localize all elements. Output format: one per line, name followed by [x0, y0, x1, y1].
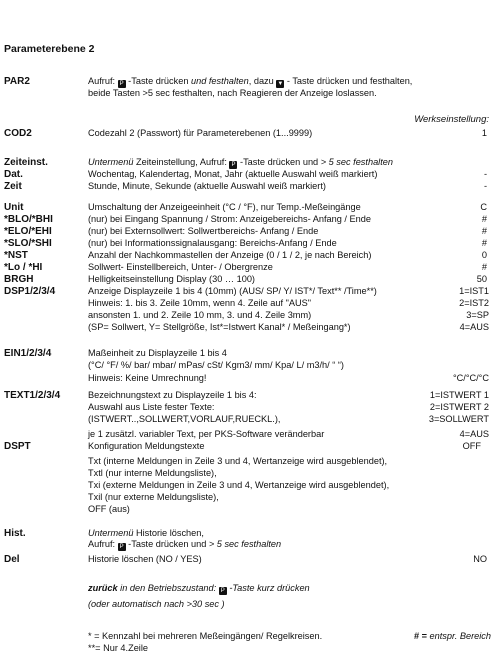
back-line-1: [88, 583, 310, 595]
dsp-value-3: 3=SP: [466, 310, 489, 320]
ein-text-1: Maßeinheit zu Displayzeile 1 bis 4: [88, 348, 227, 358]
p-key-icon: P: [231, 162, 236, 168]
dsp-label: DSP1/2/3/4: [4, 286, 56, 297]
unit-value: C: [480, 202, 487, 212]
zeit-label: Zeiteinst.: [4, 157, 48, 168]
dspt-line-5: Txil (nur externe Meldungsliste),: [88, 492, 219, 502]
cod2-value: 1: [481, 128, 487, 138]
dsp-text-3: ansonsten 1. und 2. Zeile 10 mm, 3. und 4. Zeile 3mm): [88, 310, 312, 320]
slo-shi-value: #: [481, 238, 487, 248]
text-line-2: Auswahl aus Liste fester Texte:: [88, 402, 215, 412]
factory-setting-heading: Werkseinstellung:: [414, 114, 489, 125]
dspt-label: DSPT: [4, 441, 31, 452]
nst-label: *NST: [4, 250, 28, 261]
par2-text-line2: beide Tasten >5 sec festhalten, nach Reagieren der Anzeige loslassen.: [88, 88, 377, 98]
dspt-line-3: Txtl (nur interne Meldungsliste),: [88, 468, 217, 478]
note-double-star: **= Nur 4.Zeile: [88, 643, 149, 653]
par2-text-c: und festhalten: [191, 76, 249, 86]
slo-shi-text: (nur) bei Informationssignalausgang: Bereichs-Anfang / Ende: [88, 238, 337, 248]
par2-text-e: - Taste drücken und festhalten,: [284, 76, 413, 86]
brgh-text: Helligkeitseinstellung Display (30 … 100): [88, 274, 255, 284]
dspt-line-1: Konfiguration Meldungstexte: [88, 441, 205, 451]
hist-text-a: Untermenü: [88, 528, 134, 538]
blo-bhi-text: (nur) bei Eingang Spannung / Strom: Anzeigebereichs- Anfang / Ende: [88, 214, 371, 224]
lo-hi-value: #: [481, 262, 487, 272]
back-text-a: zurück: [88, 583, 118, 593]
brgh-value: 50: [476, 274, 487, 284]
zeit-text-c: -Taste drücken und: [237, 157, 321, 167]
par2-text-d: , dazu: [248, 76, 277, 86]
dsp-text-1: Anzeige Displayzeile 1 bis 4 (10mm) (AUS/ SP/ Y/ IST*/ Text** /Time**): [88, 286, 377, 296]
p-key-icon: P: [119, 81, 124, 87]
blo-bhi-label: *BLO/*BHI: [4, 214, 53, 225]
dsp-value-4: 4=AUS: [459, 322, 489, 332]
ein-label: EIN1/2/3/4: [4, 348, 52, 359]
unit-text: Umschaltung der Anzeigeeinheit (°C / °F), nur Temp.-Meßeingänge: [88, 202, 361, 212]
note-hash: [414, 631, 491, 641]
hist-label: Hist.: [4, 528, 26, 539]
blo-bhi-value: #: [481, 214, 487, 224]
back-text-b: in den Betriebszustand:: [117, 583, 219, 593]
par2-text-b: -Taste drücken: [125, 76, 191, 86]
dat-value: -: [483, 169, 487, 179]
ein-value: °C/°C/°C: [452, 373, 489, 383]
par2-text-a: Aufruf:: [88, 76, 118, 86]
text-label: TEXT1/2/3/4: [4, 390, 61, 401]
cod2-text: Codezahl 2 (Passwort) für Parameterebenen (1...9999): [88, 128, 313, 138]
back-line-2: (oder automatisch nach >30 sec ): [88, 599, 225, 609]
cod2-label: COD2: [4, 128, 32, 139]
zeit-desc: [88, 157, 393, 169]
par2-label: PAR2: [4, 76, 30, 87]
ein-text-2: (°C/ °F/ %/ bar/ mbar/ mPas/ cSt/ Kgm3/ mm/ Kpa/ L/ m3/h/ “ “): [88, 360, 344, 370]
zeit-text-a: Untermenü: [88, 157, 134, 167]
zeit-text-b: Zeiteinstellung, Aufruf:: [133, 157, 230, 167]
text-value-2: 2=ISTWERT 2: [429, 402, 489, 412]
dat-label: Dat.: [4, 169, 23, 180]
elo-ehi-text: (nur) bei Externsollwert: Sollwertbereichs- Anfang / Ende: [88, 226, 319, 236]
zeit-row-text: Stunde, Minute, Sekunde (aktuelle Auswahl weiß markiert): [88, 181, 326, 191]
hist-text-e: > 5 sec festhalten: [208, 539, 282, 550]
text-value-4: 4=AUS: [459, 429, 489, 439]
p-key-icon: P: [119, 544, 124, 551]
nst-text: Anzahl der Nachkommastellen der Anzeige (0 / 1 / 2, je nach Bereich): [88, 250, 372, 260]
note-hash-b: entspr. Bereich: [426, 631, 491, 641]
note-star: * = Kennzahl bei mehreren Meßeingängen/ Regelkreisen.: [88, 631, 323, 641]
dsp-text-2: Hinweis: 1. bis 3. Zeile 10mm, wenn 4. Zeile auf "AUS": [88, 298, 312, 308]
text-value-1: 1=ISTWERT 1: [429, 390, 489, 400]
nst-value: 0: [481, 250, 487, 260]
note-hash-a: # =: [413, 631, 427, 641]
dsp-value-2: 2=IST2: [459, 298, 489, 308]
hist-text-c: Aufruf:: [88, 539, 118, 550]
elo-ehi-value: #: [481, 226, 487, 236]
page-title: Parameterebene 2: [4, 43, 95, 55]
brgh-label: BRGH: [4, 274, 34, 285]
del-value: NO: [473, 554, 487, 564]
zeit-row-label: Zeit: [4, 181, 22, 192]
dspt-line-6: OFF (aus): [88, 504, 130, 514]
dat-text: Wochentag, Kalendertag, Monat, Jahr (aktuelle Auswahl weiß markiert): [88, 169, 378, 179]
elo-ehi-label: *ELO/*EHI: [4, 226, 52, 237]
ein-text-3: Hinweis: Keine Umrechnung!: [88, 373, 207, 383]
del-label: Del: [4, 554, 20, 565]
text-line-1: Bezeichnungstext zu Displayzeile 1 bis 4:: [88, 390, 257, 400]
down-key-icon: ▼: [277, 81, 284, 87]
zeit-text-d: > 5 sec festhalten: [320, 157, 393, 167]
back-text-c: -Taste kurz drücken: [226, 583, 310, 593]
dsp-value-1: 1=IST1: [459, 286, 489, 296]
hist-text-b: Historie löschen,: [133, 528, 204, 538]
p-key-icon: P: [220, 588, 225, 594]
slo-shi-label: *SLO/*SHI: [4, 238, 52, 249]
par2-desc: [88, 76, 412, 99]
del-text: Historie löschen (NO / YES): [88, 554, 202, 564]
dsp-text-4: (SP= Sollwert, Y= Stellgröße, Ist*=Istwert Kanal* / Meßeingang*): [88, 322, 351, 332]
dspt-value: OFF: [462, 441, 481, 451]
zeit-row-value: -: [483, 181, 487, 191]
text-line-4: je 1 zusätzl. variabler Text, per PKS-Software veränderbar: [88, 429, 325, 439]
hist-text-d: -Taste drücken und: [125, 539, 209, 550]
dspt-line-2: Txt (interne Meldungen in Zeile 3 und 4, Wertanzeige wird ausgeblendet),: [88, 456, 388, 466]
dspt-line-4: Txi (externe Meldungen in Zeile 3 und 4, Wertanzeige wird ausgeblendet),: [88, 480, 390, 490]
text-value-3: 3=SOLLWERT: [428, 414, 489, 424]
lo-hi-text: Sollwert- Einstellbereich, Unter- / Obergrenze: [88, 262, 273, 272]
text-line-3: (ISTWERT..,SOLLWERT,VORLAUF,RUECKL.),: [88, 414, 281, 424]
unit-label: Unit: [4, 202, 24, 213]
hist-desc: [88, 528, 281, 551]
lo-hi-label: *Lo / *HI: [4, 262, 43, 273]
